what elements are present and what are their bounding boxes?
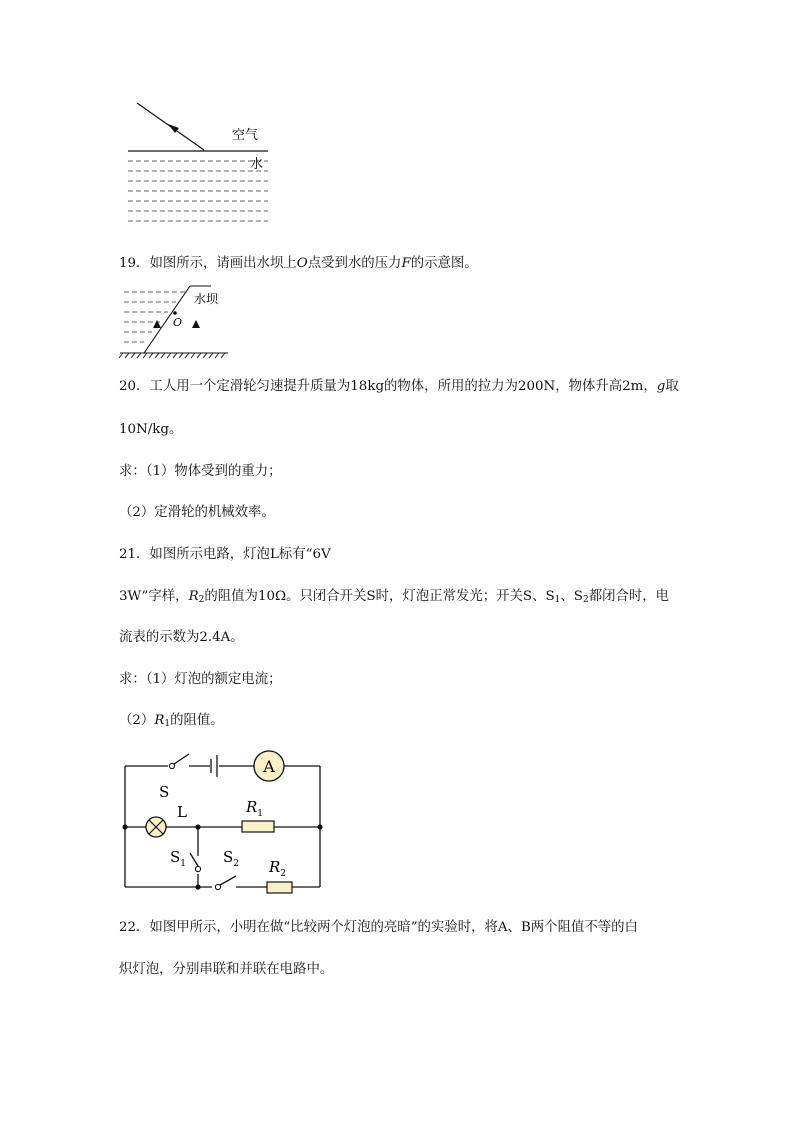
support-triangle-left-icon — [153, 320, 161, 328]
q21-line1: 21．如图所示电路，灯泡L标有“6V — [119, 547, 331, 562]
ammeter — [254, 751, 284, 781]
switch-s1 — [190, 853, 201, 872]
label-switch-s: S — [159, 783, 170, 801]
label-air: 空气 — [232, 128, 259, 143]
support-triangle-right-icon — [192, 320, 200, 328]
battery-icon — [211, 755, 217, 777]
q22-line1: 22．如图甲所示，小明在做“比较两个灯泡的亮暗”的实验时，将A、B两个阻值不等的白 — [119, 920, 638, 935]
q21-ask: 求：（1）灯泡的额定电流； — [119, 672, 282, 687]
q20-line1: 20．工人用一个定滑轮匀速提升质量为18kg的物体，所用的拉力为200N，物体升高2m，g取 — [119, 379, 679, 394]
q21-line3: 流表的示数为2.4A。 — [119, 630, 244, 645]
resistor-r2 — [267, 882, 292, 893]
switch-s2 — [215, 876, 236, 890]
label-point-o: O — [173, 316, 183, 329]
water-dashes — [128, 161, 268, 221]
lamp-icon — [146, 817, 166, 837]
incident-ray — [137, 103, 204, 150]
dam-figure — [118, 283, 238, 363]
refraction-figure — [120, 95, 280, 235]
circuit-figure — [118, 745, 333, 895]
ground — [119, 353, 228, 358]
label-lamp: L — [177, 803, 187, 821]
label-r1: $R_1$ — [246, 798, 264, 819]
q20-ask: 求：（1）物体受到的重力； — [119, 464, 282, 479]
q21-part2: $(2)R_1$的阻值。 — [119, 713, 224, 729]
q22-line2: 炽灯泡，分别串联和并联在电路中。 — [119, 962, 334, 977]
q20-part2: （2）定滑轮的机械效率。 — [119, 505, 275, 520]
q20-line2: 10N/kg。 — [119, 422, 183, 437]
label-water: 水 — [250, 157, 264, 172]
label-s1: $S_1$ — [170, 848, 187, 869]
switch-s — [169, 754, 189, 769]
label-s2: $S_2$ — [223, 848, 240, 869]
q19-text: 19．如图所示，请画出水坝上O点受到水的压力F的示意图。 — [119, 256, 478, 271]
q21-line2: 3W”字样，$R_2$的阻值为10Ω。只闭合开关S时，灯泡正常发光；开关S、$S_1$、$S_2$都闭合时，电 — [119, 589, 670, 605]
label-dam: 水坝 — [194, 292, 219, 306]
label-r2: $R_2$ — [269, 858, 287, 879]
label-ammeter: A — [263, 757, 275, 776]
resistor-r1 — [242, 821, 274, 832]
point-o-dot — [173, 311, 177, 315]
